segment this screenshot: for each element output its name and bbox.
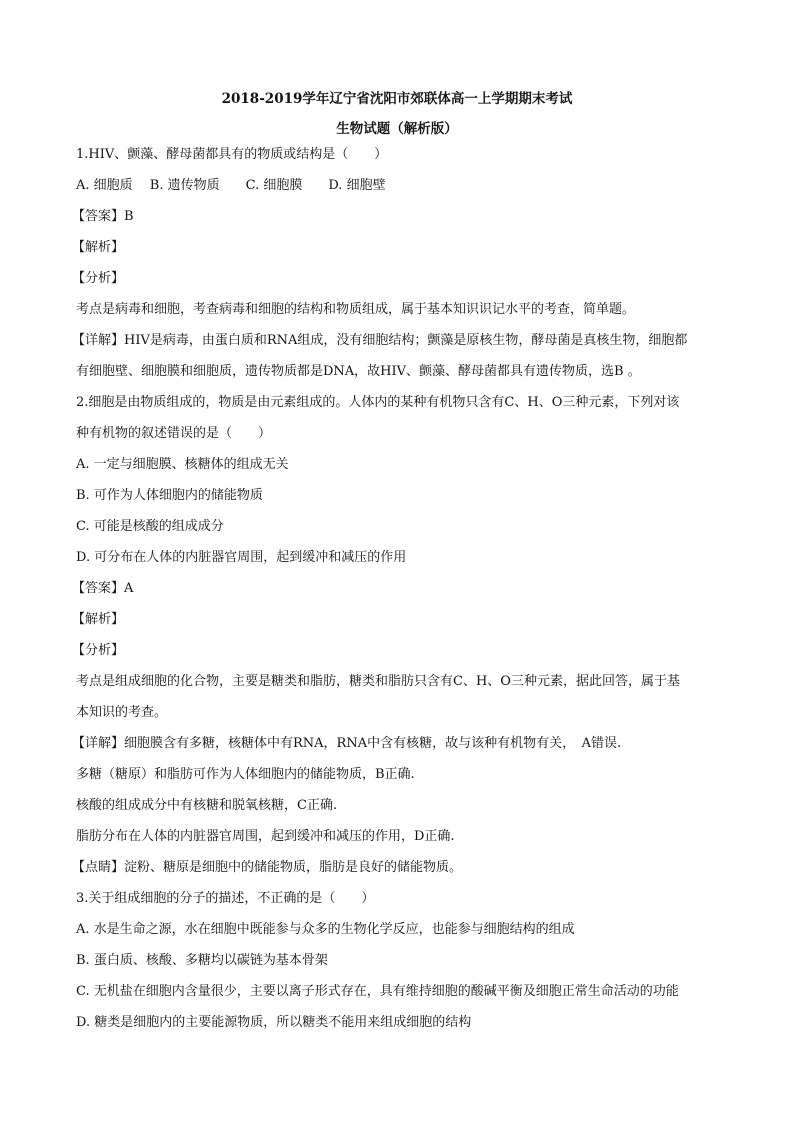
question-1-answer: 【答案】B (72, 209, 134, 224)
question-2-answer: 【答案】A (72, 581, 134, 596)
question-1-stem: 1.HIV、颤藻、酵母菌都具有的物质或结构是（ ） (76, 147, 388, 162)
question-1-jiexi-heading: 【解析】 (72, 240, 125, 255)
question-2-tip: 【点睛】淀粉、糖原是细胞中的储能物质，脂肪是良好的储能物质。 (72, 860, 463, 875)
question-3-option-d: D. 糖类是细胞内的主要能源物质，所以糖类不能用来组成细胞的结构 (76, 1015, 472, 1030)
question-1-detail-line-1: 【详解】HIV是病毒，由蛋白质和RNA组成，没有细胞结构；颤藻是原核生物，酵母菌是真核生物，细胞都 (72, 333, 688, 348)
question-3-option-a: A. 水是生命之源，水在细胞中既能参与众多的生物化学反应，也能参与细胞结构的组成 (76, 922, 575, 937)
question-2-detail-line-2: 多糖（糖原）和脂肪可作为人体细胞内的储能物质，B正确. (76, 767, 415, 782)
question-2-stem-line-2: 种有机物的叙述错误的是（ ） (76, 426, 272, 441)
question-2-fenxi-heading: 【分析】 (72, 643, 125, 658)
question-2-jiexi-heading: 【解析】 (72, 612, 125, 627)
question-1-detail-line-2: 有细胞壁、细胞膜和细胞质，遗传物质都是DNA，故HIV、颤藻、酵母菌都具有遗传物质，选B 。 (76, 364, 641, 379)
question-2-option-b: B. 可作为人体细胞内的储能物质 (76, 488, 263, 503)
question-2-detail-line-1: 【详解】细胞膜含有多糖，核糖体中有RNA，RNA中含有核糖，故与该种有机物有关， A错误. (72, 736, 622, 751)
question-2-option-d: D. 可分布在人体的内脏器官周围，起到缓冲和减压的作用 (76, 550, 407, 565)
question-1-options: A. 细胞质 B. 遗传物质 C. 细胞膜 D. 细胞壁 (76, 178, 386, 193)
question-2-stem-line-1: 2.细胞是由物质组成的，物质是由元素组成的。人体内的某种有机物只含有C、H、O三种元素，下列对该 (76, 395, 680, 410)
question-2-analysis-line-1: 考点是组成细胞的化合物，主要是糖类和脂肪，糖类和脂肪只含有C、H、O三种元素，据此回答，属于基 (76, 674, 680, 689)
question-2-detail-line-4: 脂肪分布在人体的内脏器官周围，起到缓冲和减压的作用，D正确. (76, 829, 455, 844)
question-3-option-c: C. 无机盐在细胞内含量很少，主要以离子形式存在，具有维持细胞的酸碱平衡及细胞正常生命活动的功能 (76, 984, 679, 999)
question-2-detail-line-3: 核酸的组成成分中有核糖和脱氧核糖，C正确. (76, 798, 338, 813)
question-3-option-b: B. 蛋白质、核酸、多糖均以碳链为基本骨架 (76, 953, 328, 968)
document-title: 2018-2019学年辽宁省沈阳市郊联体高一上学期期末考试 (221, 91, 573, 107)
question-3-stem: 3.关于组成细胞的分子的描述，不正确的是（ ） (76, 891, 375, 906)
question-1-analysis: 考点是病毒和细胞，考查病毒和细胞的结构和物质组成，属于基本知识识记水平的考查，简单题。 (76, 302, 636, 317)
question-2-option-a: A. 一定与细胞膜、核糖体的组成无关 (76, 457, 289, 472)
question-2-option-c: C. 可能是核酸的组成成分 (76, 519, 224, 534)
question-1-fenxi-heading: 【分析】 (72, 271, 125, 286)
question-2-analysis-line-2: 本知识的考查。 (76, 705, 168, 720)
document-subtitle: 生物试题（解析版） (336, 121, 458, 137)
